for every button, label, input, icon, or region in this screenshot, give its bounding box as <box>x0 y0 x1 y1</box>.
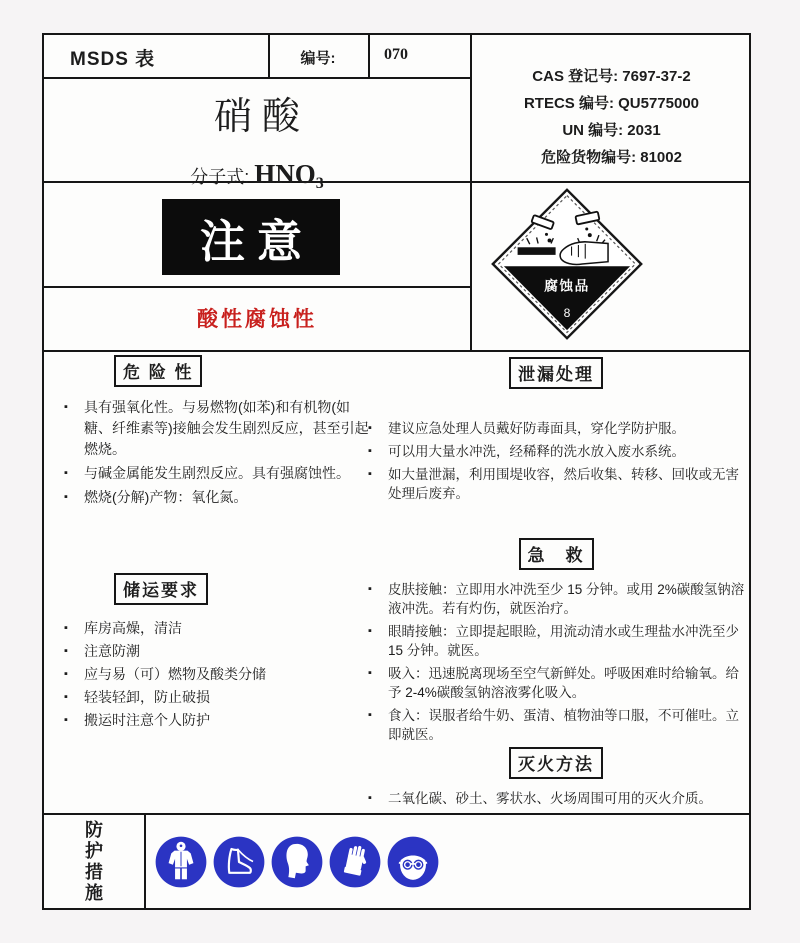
doc-number-value: 070 <box>384 46 408 63</box>
formula-label: 分子式: <box>190 167 250 187</box>
list-item: ▪ 可以用大量水冲洗，经稀释的洗水放入废水系统。 <box>364 442 748 461</box>
dangerous-goods-number: 危险货物编号: 81002 <box>541 149 682 166</box>
list-item: ▪ 库房高燥，清洁 <box>60 617 374 639</box>
face-mask-icon <box>270 835 324 889</box>
section-first-aid <box>364 538 748 748</box>
form-title: MSDS 表 <box>70 49 156 70</box>
fire-list <box>364 789 748 808</box>
section-fire <box>364 747 748 812</box>
hazard-section-title: 危 险 性 <box>114 355 202 387</box>
protection-measures-label <box>44 815 144 908</box>
list-item: ▪ 眼睛接触：立即提起眼睑，用流动清水或生理盐水冲洗至少 15 分钟。就医。 <box>364 622 748 660</box>
divider <box>368 35 370 79</box>
first-aid-list <box>364 580 748 744</box>
formula-main: HNO <box>254 159 316 189</box>
substance-name: 硝酸 <box>213 96 310 138</box>
list-item: ▪ 燃烧(分解)产物：氧化氮。 <box>60 487 374 508</box>
protective-suit-icon <box>154 835 208 889</box>
section-hazard <box>60 355 374 511</box>
safety-boots-icon <box>212 835 266 889</box>
list-item: ▪ 应与易（可）燃物及酸类分储 <box>60 663 374 685</box>
list-item: ▪ 具有强氧化性。与易燃物(如苯)和有机物(如糖、纤维素等)接触会发生剧烈反应，甚至引起燃烧。 <box>60 397 374 460</box>
diamond-label: 腐蚀品 <box>544 278 590 294</box>
protection-char: 防 <box>85 819 103 840</box>
hazard-list <box>60 397 374 508</box>
storage-section-title: 储运要求 <box>114 573 208 605</box>
attention-banner <box>162 199 340 275</box>
list-item: ▪ 食入：误服者给牛奶、蛋清、植物油等口服，不可催吐。立即就医。 <box>364 706 748 744</box>
protection-char: 施 <box>85 882 103 903</box>
divider <box>144 815 146 908</box>
msds-sheet <box>42 33 751 910</box>
first-aid-section-title: 急 救 <box>519 538 594 570</box>
leak-list <box>364 419 748 503</box>
formula-subscript: 3 <box>315 175 324 192</box>
list-item: ▪ 皮肤接触：立即用水冲洗至少 15 分钟。或用 2%碳酸氢钠溶液冲洗。若有灼伤，就医治疗。 <box>364 580 748 618</box>
list-item: ▪ 吸入：迅速脱离现场至空气新鲜处。呼吸困难时给输氧。给予 2-4%碳酸氢钠溶液雾化吸入。 <box>364 664 748 702</box>
list-item: ▪ 搬运时注意个人防护 <box>60 709 374 731</box>
list-item: ▪ 如大量泄漏，利用围堤收容，然后收集、转移、回收或无害处理后废弃。 <box>364 465 748 503</box>
list-item: ▪ 二氧化碳、砂土、雾状水、火场周围可用的灭火介质。 <box>364 789 748 808</box>
safety-goggles-icon <box>386 835 440 889</box>
hazard-nature-label: 酸性腐蚀性 <box>197 308 317 331</box>
cas-number: CAS 登记号: 7697-37-2 <box>532 68 691 85</box>
fire-section-title: 灭火方法 <box>509 747 603 779</box>
section-leak <box>364 357 748 507</box>
doc-number-label: 编号: <box>300 50 336 67</box>
list-item: ▪ 注意防潮 <box>60 640 374 662</box>
divider <box>470 35 472 352</box>
protection-char: 护 <box>85 840 103 861</box>
molecular-formula <box>44 159 470 193</box>
diamond-class-number: 8 <box>563 306 571 321</box>
divider <box>44 286 472 288</box>
ppe-icon-row <box>148 815 748 908</box>
protective-gloves-icon <box>328 835 382 889</box>
list-item: ▪ 与碱金属能发生剧烈反应。具有强腐蚀性。 <box>60 463 374 484</box>
list-item: ▪ 建议应急处理人员戴好防毒面具，穿化学防护服。 <box>364 419 748 438</box>
divider <box>44 350 749 352</box>
registry-numbers <box>474 63 749 171</box>
leak-section-title: 泄漏处理 <box>509 357 603 389</box>
protection-char: 措 <box>85 861 103 882</box>
rtecs-number: RTECS 编号: QU5775000 <box>523 95 700 112</box>
section-storage <box>60 573 374 732</box>
storage-list <box>60 617 374 731</box>
corrosive-diamond-icon <box>491 188 643 340</box>
un-number: UN 编号: 2031 <box>562 122 661 139</box>
divider <box>44 77 472 79</box>
attention-text: 注意 <box>199 215 314 267</box>
list-item: ▪ 轻装轻卸，防止破损 <box>60 686 374 708</box>
